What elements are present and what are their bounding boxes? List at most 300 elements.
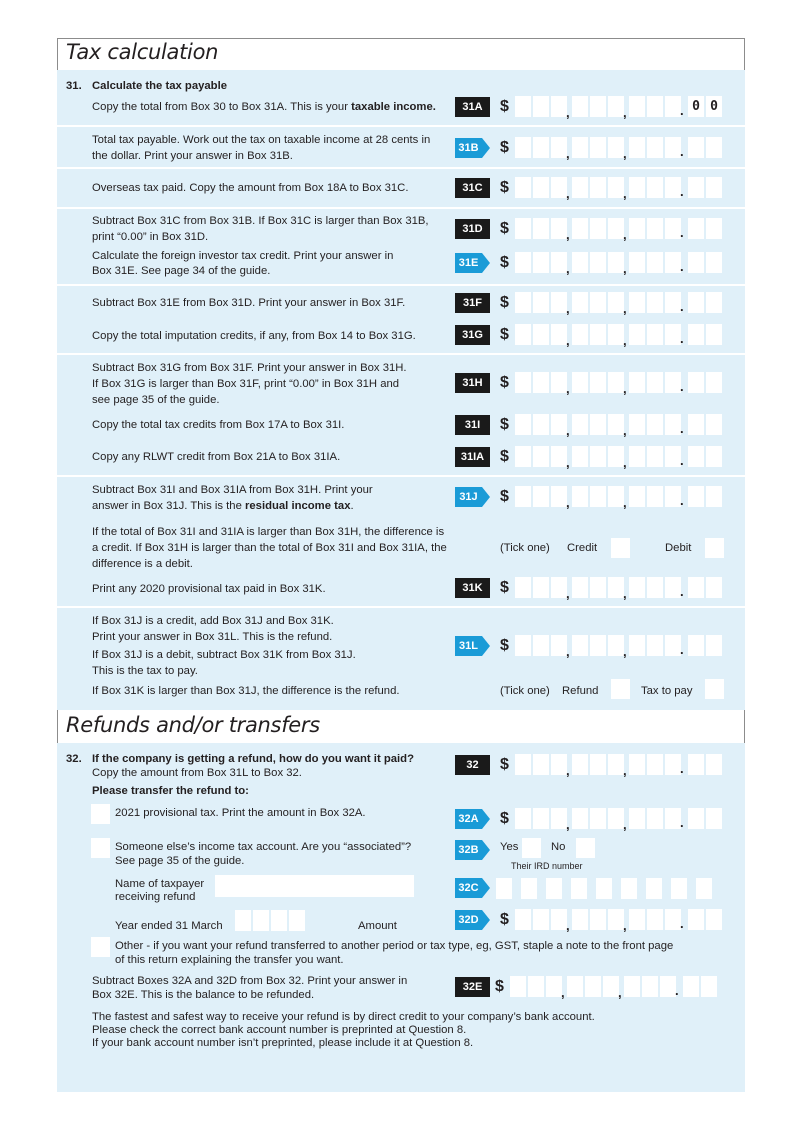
box-31f-digit[interactable] — [665, 292, 681, 313]
refund-checkbox[interactable] — [611, 679, 630, 699]
box-31l-label: 31L — [455, 636, 482, 656]
box-31l-digit[interactable] — [533, 635, 549, 656]
box-32-digit[interactable] — [665, 754, 681, 775]
box-32e-digit[interactable] — [624, 976, 640, 997]
box-31d-cents[interactable] — [706, 218, 722, 239]
box-31g-digit[interactable] — [665, 324, 681, 345]
box-31h-digit[interactable] — [533, 372, 549, 393]
ird-number-digit[interactable] — [496, 878, 512, 899]
year-ended-label: Year ended 31 March — [115, 920, 223, 932]
box-31a-cents[interactable]: 0 — [688, 96, 704, 117]
box-31b-digit[interactable] — [515, 137, 531, 158]
dollar-sign: $ — [500, 448, 509, 465]
box-31g-digit[interactable] — [533, 324, 549, 345]
box-32-digit[interactable] — [572, 754, 588, 775]
box-32d-cents[interactable] — [706, 909, 722, 930]
box-31l-cents[interactable] — [706, 635, 722, 656]
dollar-sign: $ — [500, 294, 509, 311]
name-of-taxpayer-label-2: receiving refund — [115, 891, 196, 903]
comma-separator: , — [566, 586, 570, 601]
box-32e-digit[interactable] — [603, 976, 619, 997]
box-31ia-digit[interactable] — [608, 446, 624, 467]
ird-number-digit[interactable] — [646, 878, 662, 899]
box-32-digit[interactable] — [647, 754, 663, 775]
box-31h-cents[interactable] — [688, 372, 704, 393]
box-31g-digit[interactable] — [551, 324, 567, 345]
box-31ia-digit[interactable] — [665, 446, 681, 467]
dollar-sign: $ — [500, 579, 509, 596]
box-32-digit[interactable] — [533, 754, 549, 775]
decimal-point: . — [680, 453, 684, 468]
box-31a-label: 31A — [455, 97, 490, 117]
box-31f-cents[interactable] — [706, 292, 722, 313]
year-digit-2[interactable] — [253, 910, 269, 931]
dollar-sign: $ — [500, 139, 509, 156]
box-31k-digit[interactable] — [608, 577, 624, 598]
box-31a-cents[interactable]: 0 — [706, 96, 722, 117]
box-31j-digit[interactable] — [515, 486, 531, 507]
box-32-cents[interactable] — [706, 754, 722, 775]
box-31b-digit[interactable] — [590, 137, 606, 158]
year-digit-4[interactable] — [289, 910, 305, 931]
comma-separator: , — [623, 227, 627, 242]
box-31b-label: 31B — [455, 138, 482, 158]
box-31f-digit[interactable] — [590, 292, 606, 313]
q31b-text-1: Total tax payable. Work out the tax on taxable income at 28 cents in — [92, 134, 431, 146]
box-31a-digit[interactable] — [533, 96, 549, 117]
comma-separator: , — [623, 817, 627, 832]
box-31f-digit[interactable] — [629, 292, 645, 313]
box-32d-digit[interactable] — [515, 909, 531, 930]
box-32-cents[interactable] — [688, 754, 704, 775]
box-31b-digit[interactable] — [647, 137, 663, 158]
comma-separator: , — [566, 227, 570, 242]
box-31ia-cents[interactable] — [706, 446, 722, 467]
comma-separator: , — [623, 455, 627, 470]
box-31h-digit[interactable] — [629, 372, 645, 393]
box-31d-digit[interactable] — [515, 218, 531, 239]
box-31k-digit[interactable] — [551, 577, 567, 598]
box-31e-digit[interactable] — [665, 252, 681, 273]
box-31a-digit[interactable] — [647, 96, 663, 117]
q31ia-text: Copy any RLWT credit from Box 21A to Box 31IA. — [92, 451, 341, 463]
taxpayer-name-input[interactable] — [215, 875, 414, 897]
box-31c-digit[interactable] — [590, 177, 606, 198]
box-32a-digit[interactable] — [608, 808, 624, 829]
decimal-point: . — [680, 815, 684, 830]
comma-separator: , — [623, 105, 627, 120]
box-31c-digit[interactable] — [551, 177, 567, 198]
box-31d-digit[interactable] — [533, 218, 549, 239]
box-31d-label: 31D — [455, 219, 490, 239]
box-31k-digit[interactable] — [572, 577, 588, 598]
box-32-digit[interactable] — [590, 754, 606, 775]
box-31a-digit[interactable] — [572, 96, 588, 117]
box-31i-digit[interactable] — [533, 414, 549, 435]
comma-separator: , — [623, 763, 627, 778]
box-31l-digit[interactable] — [515, 635, 531, 656]
box-31l-digit[interactable] — [647, 635, 663, 656]
yes-label: Yes — [500, 841, 519, 853]
box-31i-digit[interactable] — [515, 414, 531, 435]
comma-separator: , — [623, 918, 627, 933]
box-32a-digit[interactable] — [629, 808, 645, 829]
box-32e-digit[interactable] — [660, 976, 676, 997]
box-32-digit[interactable] — [608, 754, 624, 775]
box-31g-digit[interactable] — [608, 324, 624, 345]
box-31a-digit[interactable] — [629, 96, 645, 117]
box-31d-digit[interactable] — [665, 218, 681, 239]
box-31l-cents[interactable] — [688, 635, 704, 656]
box-32-digit[interactable] — [515, 754, 531, 775]
decimal-point: . — [680, 331, 684, 346]
box-31i-digit[interactable] — [629, 414, 645, 435]
dollar-sign: $ — [500, 810, 509, 827]
box-31e-digit[interactable] — [551, 252, 567, 273]
q32b-text-2: See page 35 of the guide. — [115, 855, 245, 867]
box-31f-digit[interactable] — [572, 292, 588, 313]
q32-number: 32. — [66, 753, 82, 765]
box-32d-digit[interactable] — [551, 909, 567, 930]
box-31a-digit[interactable] — [665, 96, 681, 117]
box-31c-digit[interactable] — [515, 177, 531, 198]
box-31j-digit[interactable] — [551, 486, 567, 507]
box-31ia-digit[interactable] — [629, 446, 645, 467]
comma-separator: , — [566, 105, 570, 120]
decimal-point: . — [680, 225, 684, 240]
box-31ia-digit[interactable] — [647, 446, 663, 467]
box-31i-digit[interactable] — [665, 414, 681, 435]
box-31c-digit[interactable] — [533, 177, 549, 198]
box-31ia-digit[interactable] — [533, 446, 549, 467]
ird-number-digit[interactable] — [521, 878, 537, 899]
box-32e-digit[interactable] — [585, 976, 601, 997]
debit-checkbox[interactable] — [705, 538, 724, 558]
box-31ia-cents[interactable] — [688, 446, 704, 467]
box-31f-digit[interactable] — [647, 292, 663, 313]
ird-number-digit[interactable] — [671, 878, 687, 899]
comma-separator: , — [566, 817, 570, 832]
box-31h-digit[interactable] — [515, 372, 531, 393]
comma-separator: , — [623, 423, 627, 438]
box-31a-digit[interactable] — [608, 96, 624, 117]
box-31f-label: 31F — [455, 293, 490, 313]
box-32e-digit[interactable] — [546, 976, 562, 997]
comma-separator: , — [623, 381, 627, 396]
decimal-point: . — [680, 761, 684, 776]
box-31h-digit[interactable] — [665, 372, 681, 393]
box-31h-cents[interactable] — [706, 372, 722, 393]
decimal-point: . — [680, 184, 684, 199]
box-32e-digit[interactable] — [567, 976, 583, 997]
box-32d-digit[interactable] — [608, 909, 624, 930]
box-32d-digit[interactable] — [533, 909, 549, 930]
dollar-sign: $ — [500, 98, 509, 115]
dollar-sign: $ — [500, 374, 509, 391]
no-label: No — [551, 841, 566, 853]
box-31k-cents[interactable] — [688, 577, 704, 598]
box-31c-digit[interactable] — [665, 177, 681, 198]
comma-separator: , — [566, 333, 570, 348]
footer-text-1: The fastest and safest way to receive your refund is by direct credit to your company’s bank account. — [92, 1011, 595, 1023]
box-31k-cents[interactable] — [706, 577, 722, 598]
box-32d-label: 32D — [455, 910, 482, 930]
box-32d-cents[interactable] — [688, 909, 704, 930]
q32a-text: 2021 provisional tax. Print the amount in Box 32A. — [115, 807, 366, 819]
box-31d-cents[interactable] — [688, 218, 704, 239]
box-32a-digit[interactable] — [590, 808, 606, 829]
box-31f-digit[interactable] — [551, 292, 567, 313]
box-31g-cents[interactable] — [706, 324, 722, 345]
box-31l-digit[interactable] — [590, 635, 606, 656]
box-31j-digit[interactable] — [533, 486, 549, 507]
comma-separator: , — [566, 381, 570, 396]
q32e-text-2: Box 32E. This is the balance to be refunded. — [92, 989, 315, 1001]
box-31i-digit[interactable] — [572, 414, 588, 435]
box-31i-digit[interactable] — [551, 414, 567, 435]
other-checkbox[interactable] — [91, 937, 110, 957]
year-digit-1[interactable] — [235, 910, 251, 931]
box-32d-digit[interactable] — [647, 909, 663, 930]
box-31e-digit[interactable] — [629, 252, 645, 273]
box-32d-digit[interactable] — [572, 909, 588, 930]
ird-number-digit[interactable] — [596, 878, 612, 899]
box-31c-cents[interactable] — [706, 177, 722, 198]
box-31g-digit[interactable] — [572, 324, 588, 345]
box-31k-digit[interactable] — [590, 577, 606, 598]
box-31a-digit[interactable] — [551, 96, 567, 117]
amount-label: Amount — [358, 920, 397, 932]
box-32d-digit[interactable] — [629, 909, 645, 930]
comma-separator: , — [618, 985, 622, 1000]
box-31ia-digit[interactable] — [572, 446, 588, 467]
box-31d-digit[interactable] — [572, 218, 588, 239]
box-32e-digit[interactable] — [528, 976, 544, 997]
q31k-text: Print any 2020 provisional tax paid in Box 31K. — [92, 583, 326, 595]
box-31b-digit[interactable] — [572, 137, 588, 158]
their-ird-number-label: Their IRD number — [511, 861, 583, 871]
box-31e-digit[interactable] — [533, 252, 549, 273]
ird-number-digit[interactable] — [571, 878, 587, 899]
box-32a-cents[interactable] — [688, 808, 704, 829]
debit-label: Debit — [665, 542, 692, 554]
box-31k-digit[interactable] — [665, 577, 681, 598]
box-31k-digit[interactable] — [515, 577, 531, 598]
someone-else-checkbox[interactable] — [91, 838, 110, 858]
box-31j-digit[interactable] — [608, 486, 624, 507]
box-31g-digit[interactable] — [590, 324, 606, 345]
box-31c-cents[interactable] — [688, 177, 704, 198]
box-31k-digit[interactable] — [647, 577, 663, 598]
decimal-point: . — [680, 144, 684, 159]
comma-separator: , — [566, 186, 570, 201]
box-31b-digit[interactable] — [629, 137, 645, 158]
box-31j-digit[interactable] — [572, 486, 588, 507]
box-31h-digit[interactable] — [572, 372, 588, 393]
box-32e-digit[interactable] — [510, 976, 526, 997]
q31l-text-2: Print your answer in Box 31L. This is the refund. — [92, 631, 333, 643]
box-31h-digit[interactable] — [551, 372, 567, 393]
ird-number-digit[interactable] — [546, 878, 562, 899]
q31d-text-2: print “0.00” in Box 31D. — [92, 231, 209, 243]
comma-separator: , — [623, 261, 627, 276]
q32-heading: If the company is getting a refund, how do you want it paid? — [92, 753, 414, 765]
box-31ia-digit[interactable] — [515, 446, 531, 467]
box-31g-digit[interactable] — [629, 324, 645, 345]
box-31b-digit[interactable] — [551, 137, 567, 158]
box-31e-digit[interactable] — [647, 252, 663, 273]
box-31ia-digit[interactable] — [590, 446, 606, 467]
box-31l-digit[interactable] — [629, 635, 645, 656]
box-31d-digit[interactable] — [647, 218, 663, 239]
box-31c-digit[interactable] — [629, 177, 645, 198]
q31h-text-1: Subtract Box 31G from Box 31F. Print your answer in Box 31H. — [92, 362, 407, 374]
comma-separator: , — [623, 495, 627, 510]
year-digit-3[interactable] — [271, 910, 287, 931]
box-31i-cents[interactable] — [706, 414, 722, 435]
box-31b-cents[interactable] — [706, 137, 722, 158]
box-32e-cents[interactable] — [683, 976, 699, 997]
ird-number-digit[interactable] — [696, 878, 712, 899]
box-31g-label: 31G — [455, 325, 490, 345]
dollar-sign: $ — [500, 220, 509, 237]
box-31a-digit[interactable] — [590, 96, 606, 117]
box-31i-digit[interactable] — [608, 414, 624, 435]
comma-separator: , — [566, 455, 570, 470]
decimal-point: . — [680, 493, 684, 508]
box-31f-cents[interactable] — [688, 292, 704, 313]
box-31b-digit[interactable] — [533, 137, 549, 158]
no-checkbox[interactable] — [576, 838, 595, 858]
comma-separator: , — [623, 644, 627, 659]
q31a-text: Copy the total from Box 30 to Box 31A. This is your taxable income. — [92, 101, 436, 113]
box-31h-digit[interactable] — [608, 372, 624, 393]
box-31c-digit[interactable] — [608, 177, 624, 198]
box-31g-cents[interactable] — [688, 324, 704, 345]
box-31e-digit[interactable] — [590, 252, 606, 273]
box-32a-digit[interactable] — [533, 808, 549, 829]
box-31d-digit[interactable] — [590, 218, 606, 239]
q32b-text-1: Someone else’s income tax account. Are you “associated”? — [115, 841, 412, 853]
box-31b-cents[interactable] — [688, 137, 704, 158]
box-32a-digit[interactable] — [572, 808, 588, 829]
comma-separator: , — [566, 763, 570, 778]
q31j-text-2: answer in Box 31J. This is the residual income tax. — [92, 500, 354, 512]
box-31e-digit[interactable] — [572, 252, 588, 273]
separator — [57, 284, 745, 286]
box-31j-digit[interactable] — [665, 486, 681, 507]
box-32a-digit[interactable] — [665, 808, 681, 829]
tax-to-pay-checkbox[interactable] — [705, 679, 724, 699]
comma-separator: , — [623, 186, 627, 201]
box-32d-digit[interactable] — [590, 909, 606, 930]
box-31f-digit[interactable] — [608, 292, 624, 313]
box-32-label: 32 — [455, 755, 490, 775]
box-31c-digit[interactable] — [647, 177, 663, 198]
box-31e-cents[interactable] — [706, 252, 722, 273]
box-32-digit[interactable] — [551, 754, 567, 775]
q31e-text-1: Calculate the foreign investor tax credit. Print your answer in — [92, 250, 394, 262]
q31h-text-3: see page 35 of the guide. — [92, 394, 220, 406]
q31l-text-4: This is the tax to pay. — [92, 665, 198, 677]
yes-checkbox[interactable] — [522, 838, 541, 858]
box-31l-digit[interactable] — [665, 635, 681, 656]
decimal-point: . — [680, 584, 684, 599]
box-31d-digit[interactable] — [629, 218, 645, 239]
box-31d-digit[interactable] — [608, 218, 624, 239]
provisional-tax-checkbox[interactable] — [91, 804, 110, 824]
box-31e-digit[interactable] — [608, 252, 624, 273]
credit-checkbox[interactable] — [611, 538, 630, 558]
box-31d-digit[interactable] — [551, 218, 567, 239]
ird-number-digit[interactable] — [621, 878, 637, 899]
box-31h-digit[interactable] — [590, 372, 606, 393]
box-31e-cents[interactable] — [688, 252, 704, 273]
box-32a-digit[interactable] — [551, 808, 567, 829]
box-31j-digit[interactable] — [647, 486, 663, 507]
box-32a-digit[interactable] — [515, 808, 531, 829]
footer-text-3: If your bank account number isn’t preprinted, please include it at Question 8. — [92, 1037, 474, 1049]
box-31k-digit[interactable] — [629, 577, 645, 598]
box-31g-digit[interactable] — [515, 324, 531, 345]
box-31a-digit[interactable] — [515, 96, 531, 117]
box-31ia-digit[interactable] — [551, 446, 567, 467]
box-32e-label: 32E — [455, 977, 490, 997]
box-31k-digit[interactable] — [533, 577, 549, 598]
box-31l-digit[interactable] — [608, 635, 624, 656]
box-31j-cents[interactable] — [706, 486, 722, 507]
box-31j-digit[interactable] — [590, 486, 606, 507]
box-31i-digit[interactable] — [590, 414, 606, 435]
box-32a-digit[interactable] — [647, 808, 663, 829]
box-31e-digit[interactable] — [515, 252, 531, 273]
box-31k-label: 31K — [455, 578, 490, 598]
comma-separator: , — [566, 146, 570, 161]
box-31c-digit[interactable] — [572, 177, 588, 198]
box-32-digit[interactable] — [629, 754, 645, 775]
box-31h-label: 31H — [455, 373, 490, 393]
box-31j-cents[interactable] — [688, 486, 704, 507]
q31d-text-1: Subtract Box 31C from Box 31B. If Box 31C is larger than Box 31B, — [92, 215, 429, 227]
section-title-refunds: Refunds and/or transfers — [66, 713, 320, 737]
box-32e-digit[interactable] — [642, 976, 658, 997]
q32e-text-1: Subtract Boxes 32A and 32D from Box 32. Print your answer in — [92, 975, 408, 987]
dollar-sign: $ — [500, 179, 509, 196]
box-32e-cents[interactable] — [701, 976, 717, 997]
decimal-point: . — [675, 983, 679, 998]
box-31i-cents[interactable] — [688, 414, 704, 435]
decimal-point: . — [680, 299, 684, 314]
box-31b-digit[interactable] — [665, 137, 681, 158]
comma-separator: , — [566, 918, 570, 933]
box-31h-digit[interactable] — [647, 372, 663, 393]
box-31g-digit[interactable] — [647, 324, 663, 345]
box-31l-digit[interactable] — [551, 635, 567, 656]
box-31f-digit[interactable] — [515, 292, 531, 313]
box-31l-digit[interactable] — [572, 635, 588, 656]
dollar-sign: $ — [500, 326, 509, 343]
box-31b-digit[interactable] — [608, 137, 624, 158]
box-31f-digit[interactable] — [533, 292, 549, 313]
comma-separator: , — [623, 301, 627, 316]
box-31i-digit[interactable] — [647, 414, 663, 435]
tax-to-pay-label: Tax to pay — [641, 685, 693, 697]
box-31j-digit[interactable] — [629, 486, 645, 507]
box-32b-label: 32B — [455, 840, 482, 860]
box-32a-cents[interactable] — [706, 808, 722, 829]
separator — [57, 606, 745, 608]
box-32d-digit[interactable] — [665, 909, 681, 930]
